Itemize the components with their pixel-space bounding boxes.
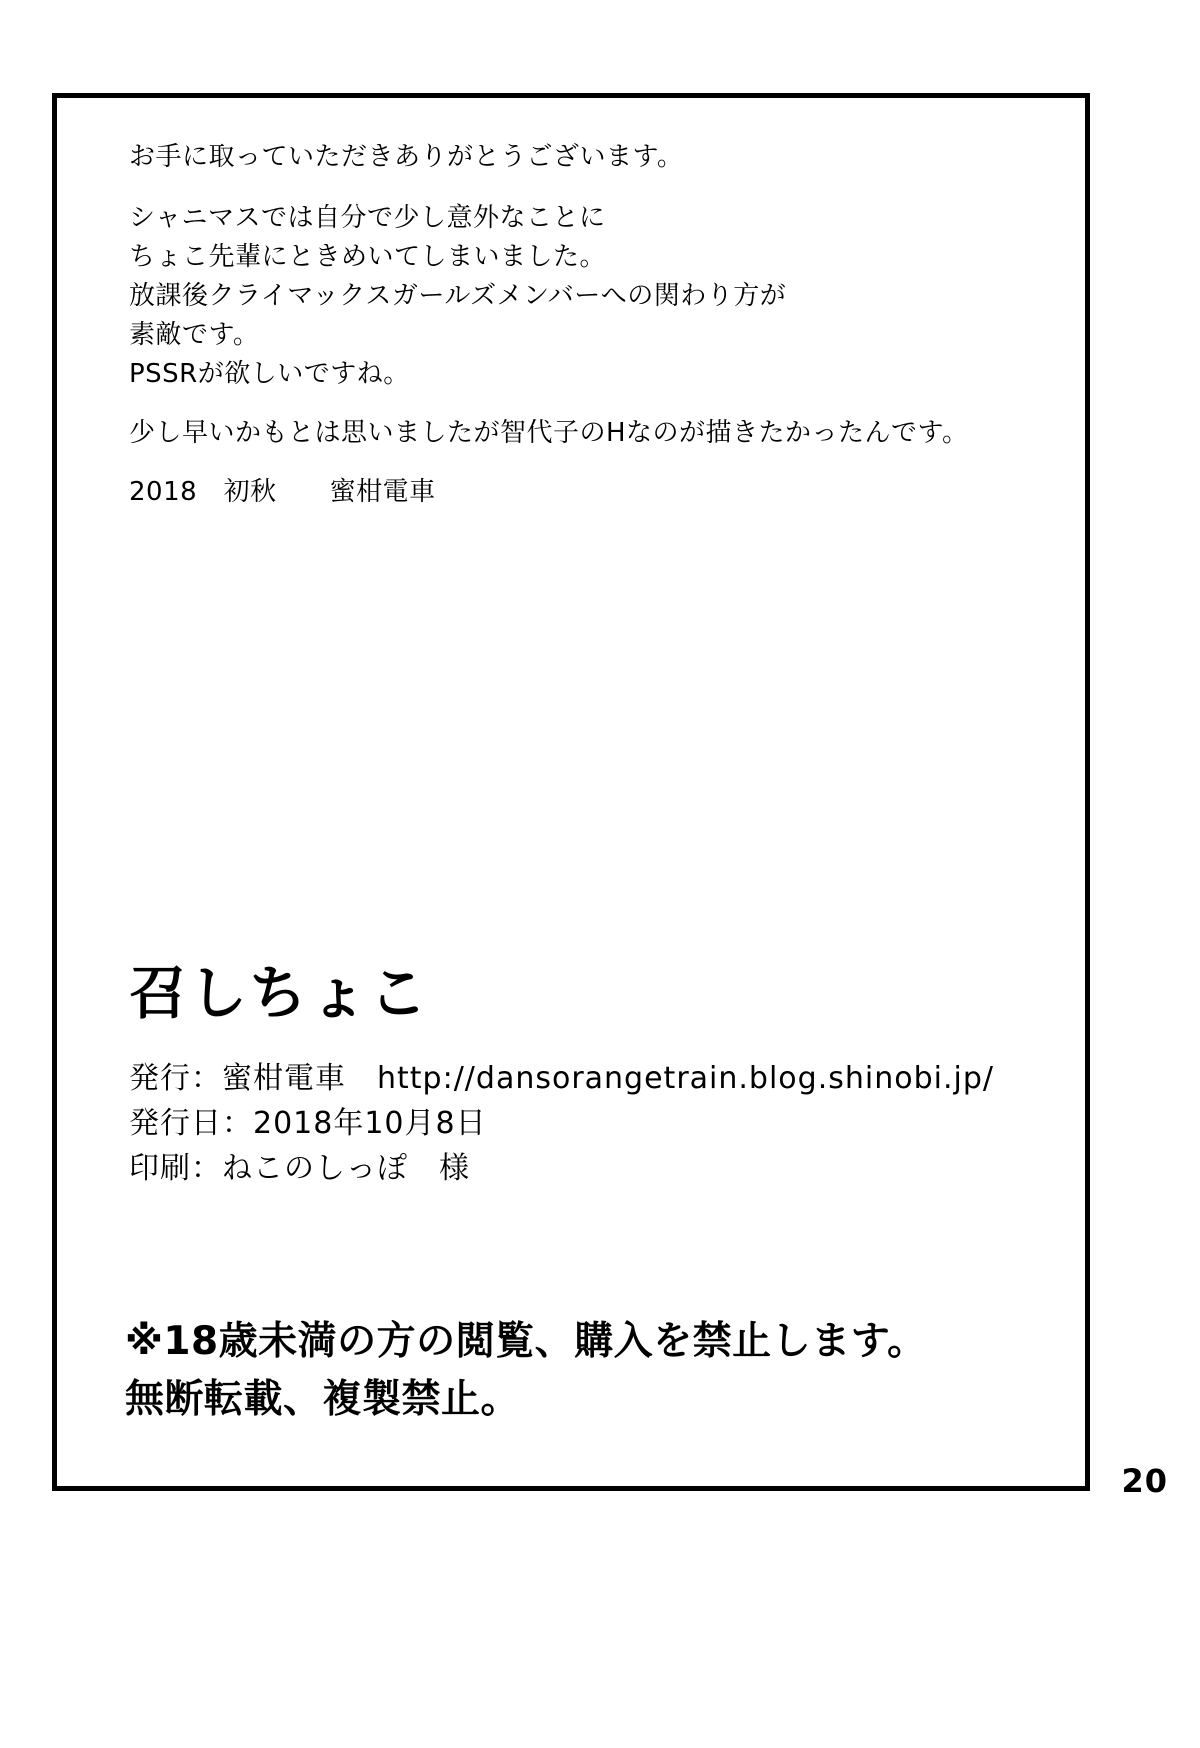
afterword-signature: 2018 初秋 蜜柑電車 (129, 477, 436, 507)
colophon-block (129, 958, 1049, 1191)
reproduction-notice: 無断転載、複製禁止。 (125, 1377, 521, 1422)
page-number: 20 (1121, 1462, 1168, 1500)
afterword-line: 放課後クライマックスガールズメンバーへの関わり方が (129, 281, 787, 311)
afterword-spacer (129, 177, 1029, 199)
afterword-line: ちょこ先輩にときめいてしまいました。 (129, 242, 607, 272)
afterword-line: 素敵です。 (129, 320, 260, 350)
afterword-block (129, 138, 1029, 512)
legal-notice-block (125, 1313, 1065, 1429)
afterword-line: PSSRが欲しいですね。 (129, 359, 410, 389)
afterword-spacer (129, 453, 1029, 473)
afterword-spacer (129, 394, 1029, 414)
afterword-line: 少し早いかもとは思いましたが智代子のHなのが描きたかったんです。 (129, 418, 969, 448)
publisher-line: 発行：蜜柑電車 http://dansorangetrain.blog.shinobi.jp/ (129, 1061, 994, 1096)
afterword-line: シャニマスでは自分で少し意外なことに (129, 203, 606, 233)
work-title: 召しちょこ (129, 959, 430, 1027)
age-restriction-notice: ※18歳未満の方の閲覧、購入を禁止します。 (125, 1319, 927, 1364)
content-frame (52, 93, 1090, 1491)
publication-date-line: 発行日：2018年10月8日 (129, 1106, 487, 1141)
printer-line: 印刷：ねこのしっぽ 様 (129, 1151, 470, 1186)
afterword-line: お手に取っていただきありがとうございます。 (129, 142, 684, 172)
